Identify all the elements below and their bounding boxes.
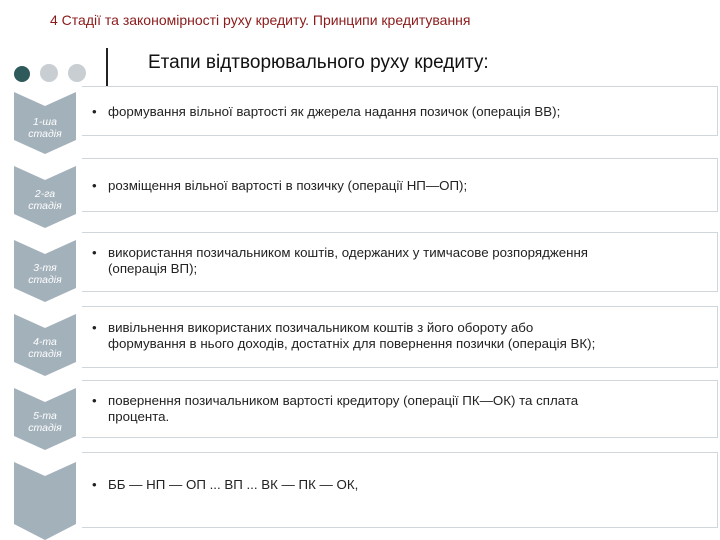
bullet: •: [92, 477, 97, 492]
page-title: Етапи відтворювального руху кредиту:: [148, 52, 489, 73]
bullet: •: [92, 320, 97, 335]
stage-text: формування в нього доходів, достатніх для повернення позички (операція ВК);: [108, 336, 596, 351]
stage-word: стадія: [28, 200, 62, 212]
stage-word: стадія: [28, 348, 62, 360]
stage-chevron: [14, 388, 82, 450]
stage-text: вивільнення використаних позичальником коштів з його обороту або: [108, 320, 534, 335]
stage-chevron: [14, 240, 82, 302]
stage-chevron: [14, 166, 82, 228]
bullet: •: [92, 393, 97, 408]
stage-number: 5-та: [33, 410, 57, 422]
bullet: •: [92, 104, 97, 119]
stage-number: 2-га: [34, 188, 56, 200]
decor-dot-light: [40, 64, 58, 82]
stage-text: (операція ВП);: [108, 261, 198, 276]
stage-text: розміщення вільної вартості в позичку (операції НП—ОП);: [108, 178, 468, 193]
stage-text: процента.: [108, 409, 170, 424]
stage-chevron: [14, 92, 82, 154]
stage-word: стадія: [28, 274, 62, 286]
stage-row: [82, 232, 718, 292]
summary-row: [82, 452, 718, 528]
summary-formula: ББ — НП — ОП ... ВП ... ВК — ПК — ОК,: [108, 477, 359, 492]
stage-text: використання позичальником коштів, одержаних у тимчасове розпорядження: [108, 245, 589, 260]
slide-header: 4 Стадії та закономірності руху кредиту. Принципи кредитування: [50, 12, 471, 28]
stage-number: 4-та: [33, 336, 57, 348]
stage-row: [82, 158, 718, 212]
bullet: •: [92, 178, 97, 193]
stage-chevron: [14, 314, 82, 376]
stage-text: формування вільної вартості як джерела надання позичок (операція ВВ);: [108, 104, 561, 119]
final-chevron: [14, 462, 82, 540]
stage-row: [82, 306, 718, 368]
bullet: •: [92, 245, 97, 260]
stage-text: повернення позичальником вартості кредитору (операції ПК—ОК) та сплата: [108, 393, 579, 408]
stage-number: 1-ша: [33, 116, 57, 128]
stage-number: 3-тя: [33, 262, 57, 274]
stage-row: [82, 86, 718, 136]
stage-row: [82, 380, 718, 438]
stage-word: стадія: [28, 422, 62, 434]
stage-word: стадія: [28, 128, 62, 140]
decor-dot-light: [68, 64, 86, 82]
decor-dot-dark: [14, 66, 30, 82]
